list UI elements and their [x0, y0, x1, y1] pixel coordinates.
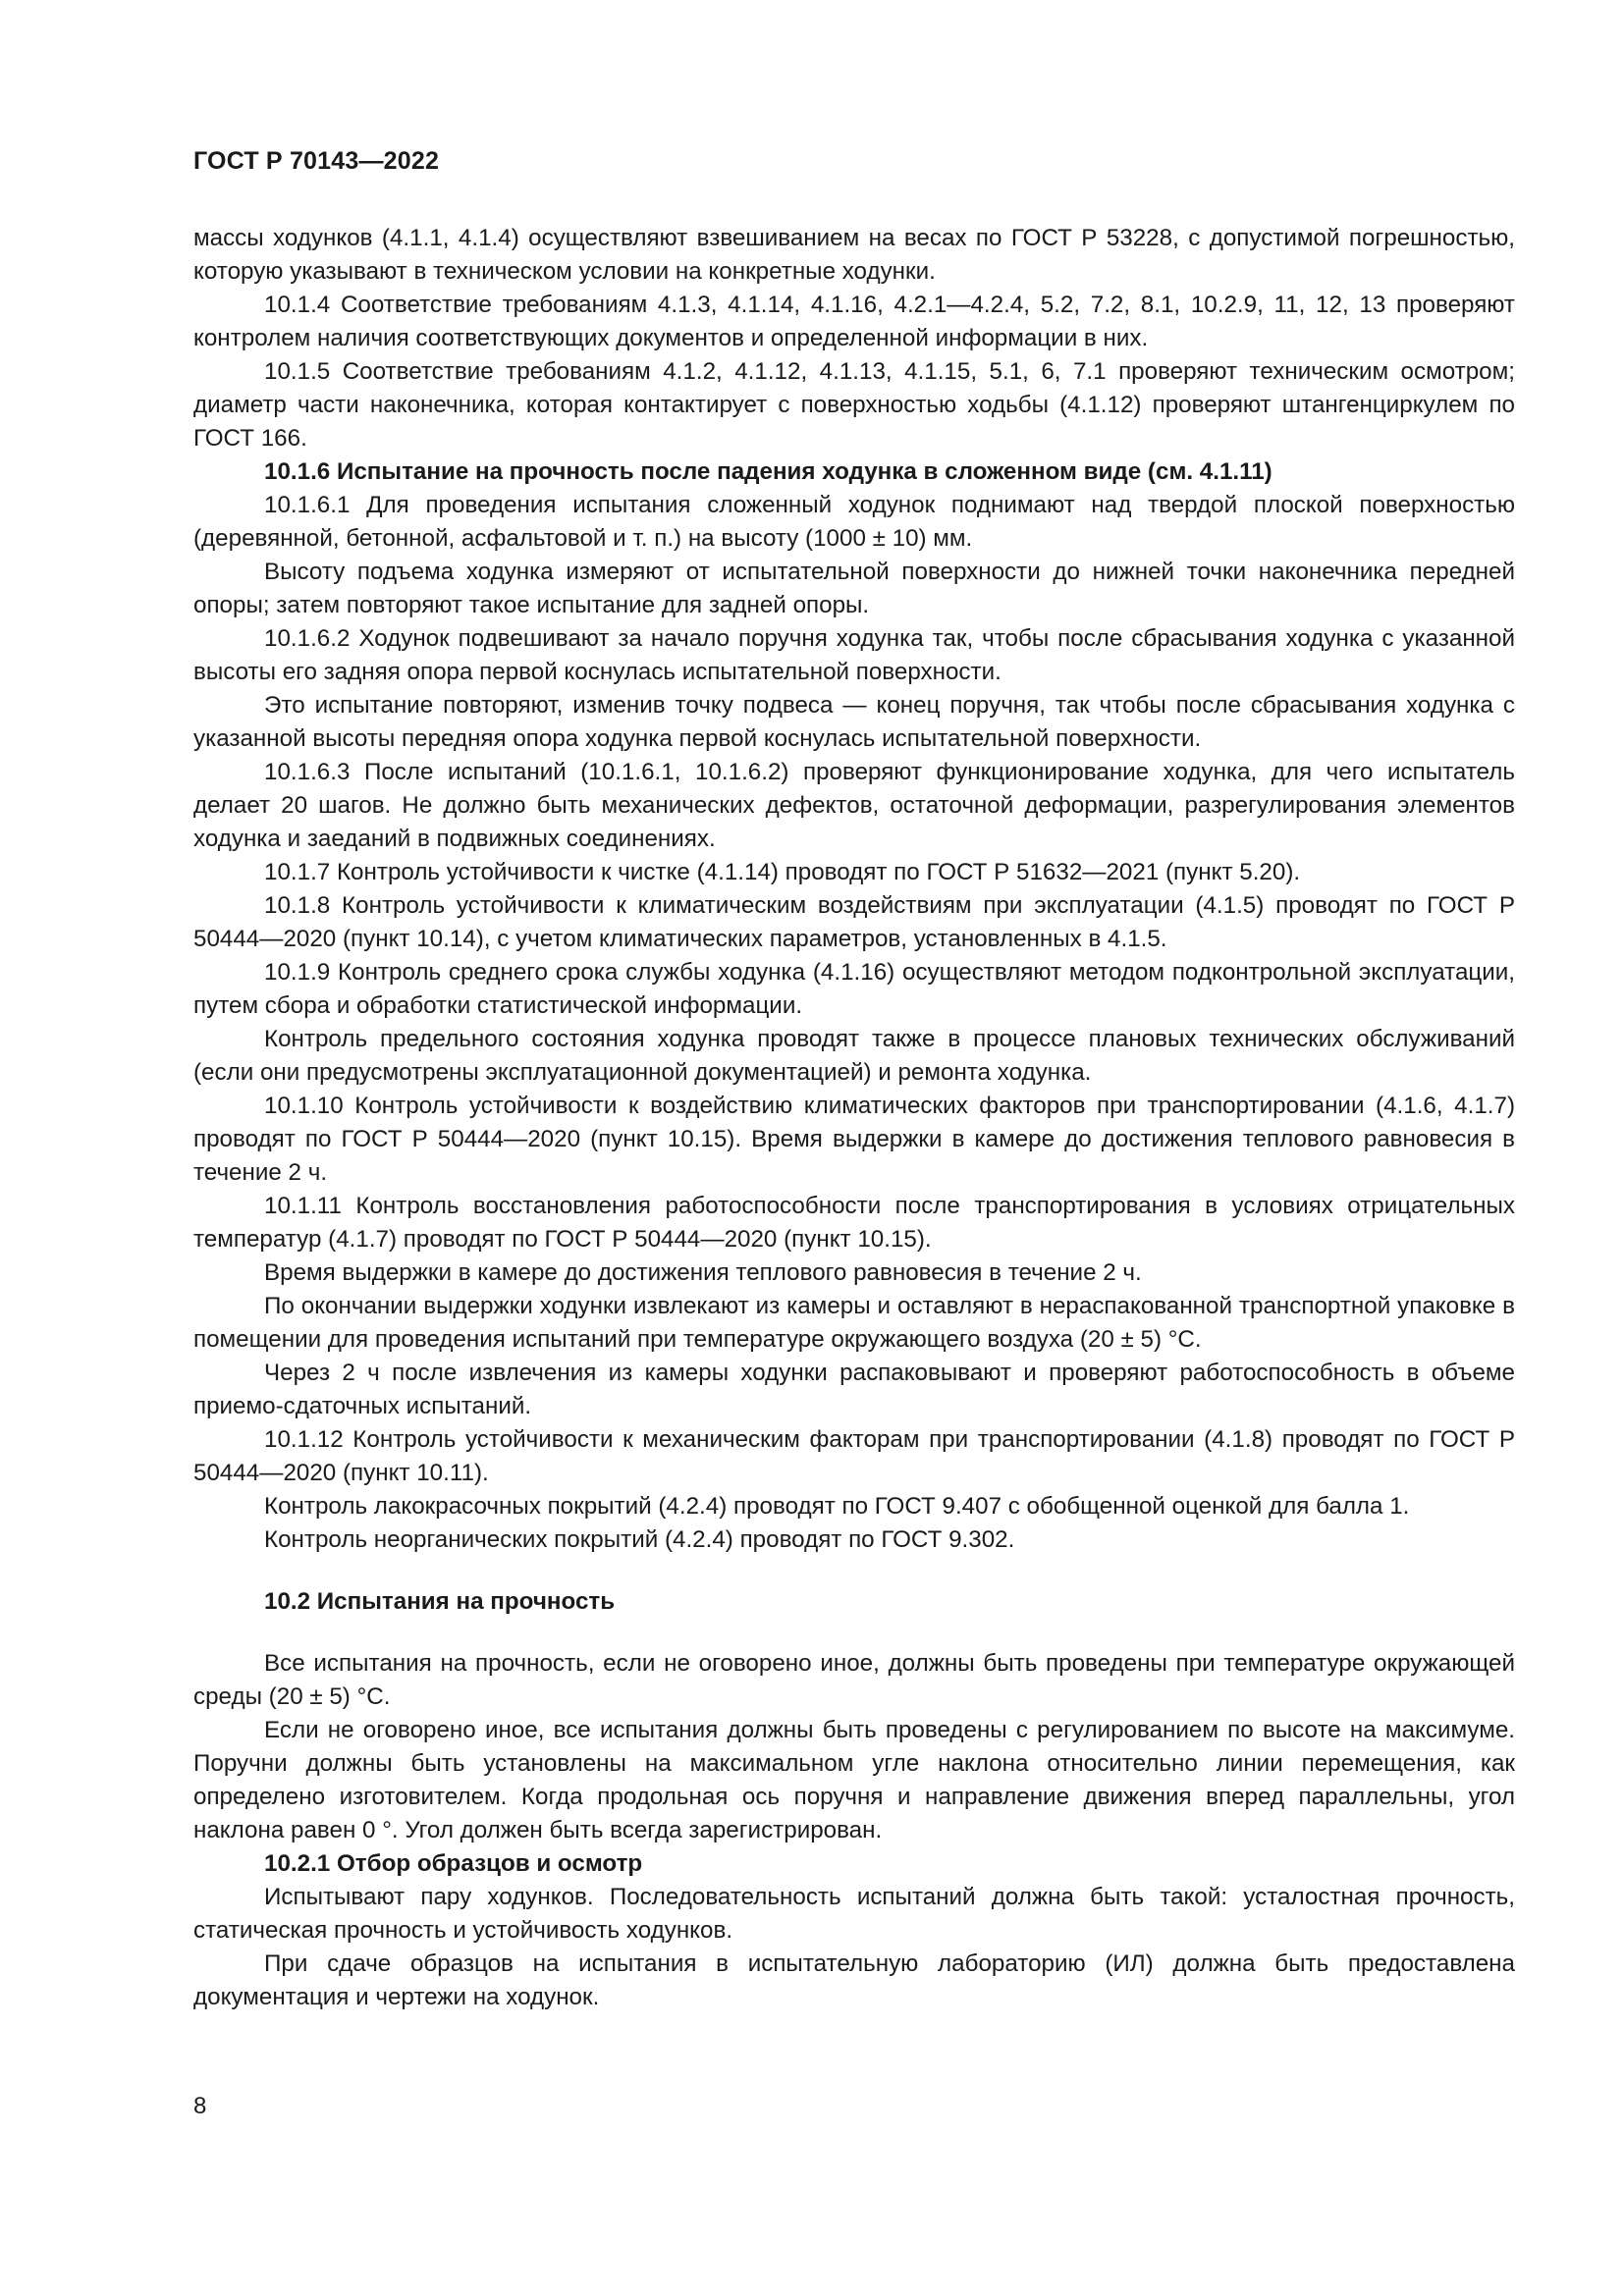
- document-body: [193, 222, 1515, 2014]
- paragraph: 10.1.6.1 Для проведения испытания сложенный ходунок поднимают над твердой плоской поверхностью (деревянной, бетонной, асфальтовой и т. п.) на высоту (1000 ± 10) мм.: [193, 492, 1515, 552]
- section-heading: 10.1.6 Испытание на прочность после падения ходунка в сложенном виде (см. 4.1.11): [264, 458, 1272, 485]
- paragraph: Высоту подъема ходунка измеряют от испытательной поверхности до нижней точки наконечника передней опоры; затем повторяют такое испытание для задней опоры.: [193, 559, 1515, 618]
- paragraph: Контроль неорганических покрытий (4.2.4) проводят по ГОСТ 9.302.: [264, 1526, 1015, 1553]
- paragraph: По окончании выдержки ходунки извлекают из камеры и оставляют в нераспакованной транспортной упаковке в помещении для проведения испытаний при температуре окружающего воздуха (20 ± 5) °С.: [193, 1293, 1515, 1353]
- paragraph: 10.1.6.3 После испытаний (10.1.6.1, 10.1.6.2) проверяют функционирование ходунка, для чего испытатель делает 20 шагов. Не должно быть механических дефектов, остаточной деформации, разрегулирования элементов ходунка и заеданий в подвижных соединениях.: [193, 759, 1515, 852]
- section-heading: 10.2 Испытания на прочность: [264, 1588, 616, 1615]
- paragraph: Контроль предельного состояния ходунка проводят также в процессе плановых технических обслуживаний (если они предусмотрены эксплуатационной документацией) и ремонта ходунка.: [193, 1026, 1515, 1086]
- paragraph: Это испытание повторяют, изменив точку подвеса — конец поручня, так чтобы после сбрасывания ходунка с указанной высоты передняя опора ходунка первой коснулась испытательной поверхности.: [193, 692, 1515, 752]
- paragraph: 10.1.4 Соответствие требованиям 4.1.3, 4.1.14, 4.1.16, 4.2.1—4.2.4, 5.2, 7.2, 8.1, 10.2.9, 11, 12, 13 проверяют контролем наличия соответствующих документов и определенной информации в них.: [193, 292, 1515, 351]
- paragraph: Контроль лакокрасочных покрытий (4.2.4) проводят по ГОСТ 9.407 с обобщенной оценкой для балла 1.: [264, 1493, 1410, 1520]
- paragraph: Испытывают пару ходунков. Последовательность испытаний должна быть такой: усталостная прочность, статическая прочность и устойчивость ходунков.: [193, 1884, 1515, 1944]
- paragraph: 10.1.11 Контроль восстановления работоспособности после транспортирования в условиях отрицательных температур (4.1.7) проводят по ГОСТ Р 50444—2020 (пункт 10.15).: [193, 1193, 1515, 1253]
- paragraph: 10.1.6.2 Ходунок подвешивают за начало поручня ходунка так, чтобы после сбрасывания ходунка с указанной высоты его задняя опора первой коснулась испытательной поверхности.: [193, 625, 1515, 685]
- paragraph: Через 2 ч после извлечения из камеры ходунки распаковывают и проверяют работоспособность в объеме приемо-сдаточных испытаний.: [193, 1360, 1515, 1419]
- section-heading: 10.2.1 Отбор образцов и осмотр: [264, 1850, 643, 1877]
- paragraph: Все испытания на прочность, если не оговорено иное, должны быть проведены при температуре окружающей среды (20 ± 5) °С.: [193, 1650, 1515, 1710]
- page-number: 8: [193, 2093, 207, 2119]
- paragraph: 10.1.10 Контроль устойчивости к воздействию климатических факторов при транспортировании (4.1.6, 4.1.7) проводят по ГОСТ Р 50444—2020 (пункт 10.15). Время выдержки в камере до достижения теплового равновесия в течение 2 ч.: [193, 1093, 1515, 1186]
- paragraph: 10.1.7 Контроль устойчивости к чистке (4.1.14) проводят по ГОСТ Р 51632—2021 (пункт 5.20).: [264, 859, 1301, 885]
- paragraph: Если не оговорено иное, все испытания должны быть проведены с регулированием по высоте на максимуме. Поручни должны быть установлены на максимальном угле наклона относительно линии перемещения, как определено изготовителем. Когда продольная ось поручня и направление движения вперед параллельны, угол наклона равен 0 °. Угол должен быть всегда зарегистрирован.: [193, 1717, 1515, 1843]
- paragraph: При сдаче образцов на испытания в испытательную лабораторию (ИЛ) должна быть предоставлена документация и чертежи на ходунок.: [193, 1950, 1515, 2010]
- paragraph: 10.1.12 Контроль устойчивости к механическим факторам при транспортировании (4.1.8) проводят по ГОСТ Р 50444—2020 (пункт 10.11).: [193, 1426, 1515, 1486]
- paragraph: 10.1.5 Соответствие требованиям 4.1.2, 4.1.12, 4.1.13, 4.1.15, 5.1, 6, 7.1 проверяют техническим осмотром; диаметр части наконечника, которая контактирует с поверхностью ходьбы (4.1.12) проверяют штангенциркулем по ГОСТ 166.: [193, 358, 1515, 452]
- paragraph: массы ходунков (4.1.1, 4.1.4) осуществляют взвешиванием на весах по ГОСТ Р 53228, с допустимой погрешностью, которую указывают в техническом условии на конкретные ходунки.: [193, 225, 1515, 285]
- paragraph: 10.1.9 Контроль среднего срока службы ходунка (4.1.16) осуществляют методом подконтрольной эксплуатации, путем сбора и обработки статистической информации.: [193, 959, 1515, 1019]
- document-header: ГОСТ Р 70143—2022: [193, 147, 440, 175]
- paragraph: Время выдержки в камере до достижения теплового равновесия в течение 2 ч.: [264, 1259, 1142, 1286]
- paragraph: 10.1.8 Контроль устойчивости к климатическим воздействиям при эксплуатации (4.1.5) проводят по ГОСТ Р 50444—2020 (пункт 10.14), с учетом климатических параметров, установленных в 4.1.5.: [193, 892, 1515, 952]
